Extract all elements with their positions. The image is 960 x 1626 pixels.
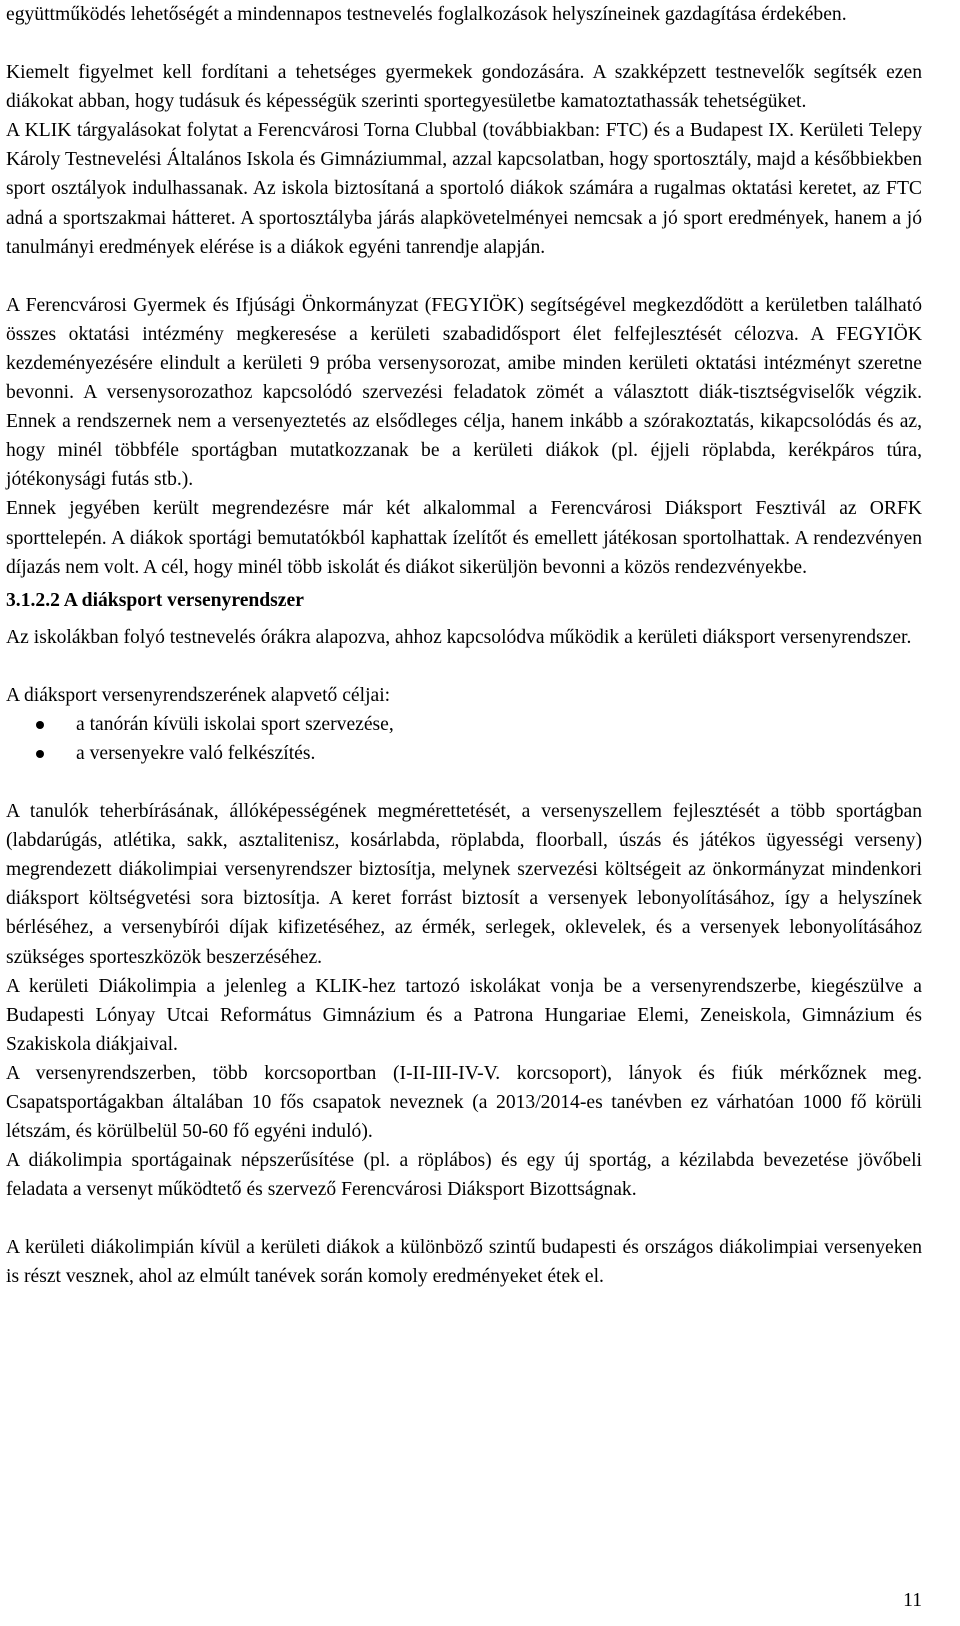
goal-text: a versenyekre való felkészítés. [76,742,316,764]
section-heading: 3.1.2.2 A diáksport versenyrendszer [6,589,304,611]
paragraph-results: A kerületi diákolimpián kívül a kerületi diákok a különböző szintű budapesti és országos diákolimpiai versenyeken is részt vesznek, ahol az elmúlt tanévek során komoly eredményeket étek el. [6,1237,922,1288]
bullet-icon [36,750,44,758]
paragraph-cooperation: együttműködés lehetőségét a mindennapos testnevelés foglalkozások helyszíneinek gazdagítása érdekében. [6,4,847,25]
paragraph-fegyiok: A Ferencvárosi Gyermek és Ifjúsági Önkormányzat (FEGYIÖK) segítségével megkezdődött a kerületben található összes oktatási intézmény megkeresése a kerületi szabadidősport élet felfejlesztését célozva. A FEGYIÖK kezdeményezésére elindult a kerületi 9 próba versenysorozat, amibe minden kerületi oktatási intézményt szeretne bevonni. A versenysorozathoz kapcsolódó szervezési feladatok zömét a választott diák-tisztségviselők végzik. Ennek a rendszernek nem a versenyeztetés az elsődleges célja, hanem inkább a szórakoztatás, kikapcsolódás és az, hogy minél többféle sportágban mutatkozzanak be a kerületi diákok (pl. éjjeli röplabda, kerékpáros túra, jótékonysági futás stb.). [6,294,922,491]
paragraph-klik-ftc: A KLIK tárgyalásokat folytat a Ferencvárosi Torna Clubbal (továbbiakban: FTC) és a Budapest IX. Kerületi Telepy Károly Testnevelési Általános Iskola és Gimnáziummal, azzal kapcsolatban, hogy sportosztály, majd a későbbiekben sport osztályok indulhassanak. Az iskola biztosítaná a sportoló diákok számára a rugalmas oktatási keretet, az FTC adná a sportszakmai hátteret. A sportosztályba járás alapkövetelményei nemcsak a jó sport eredmények, hanem a jó tanulmányi eredmények elérése is a diákok egyéni tanrendje alapján. [6,120,923,258]
goal-text: a tanórán kívüli iskolai sport szervezése, [76,713,394,735]
list-item [6,710,922,739]
paragraph-popularization: A diákolimpia sportágainak népszerűsítése (pl. a röplábos) és egy új sportág, a kézilabda bevezetése jövőbeli feladata a versenyt működtető és szervező Ferencvárosi Diáksport Bizottságnak. [6,1150,922,1201]
goals-list [6,710,922,768]
paragraph-student-endurance: A tanulók teherbírásának, állóképességének megmérettetését, a versenyszellem fejlesztését a több sportágban (labdarúgás, atlétika, sakk, asztalitenisz, kosárlabda, röplabda, floorball, úszás és játékos ügyességi verseny) megrendezett diákolimpiai versenyrendszer biztosítja, melynek szervezési költségeit az önkormányzat mindenkori diáksport költségvetési sora biztosítja. A keret forrást biztosít a versenyek lebonyolításához, így a helyszínek bérléséhez, a versenybírói díjak kifizetéséhez, az érmék, serlegek, oklevelek, és a versenyek lebonyolításához szükséges sporteszközök beszerzéséhez. [6,801,922,968]
paragraph-age-groups: A versenyrendszerben, több korcsoportban (I-II-III-IV-V. korcsoport), lányok és fiúk mérkőznek meg. Csapatsportágakban általában 10 fős csapatok neveznek (a 2013/2014-es tanévben ez várhatóan 1000 fő körüli létszám, és körülbelül 50-60 fő egyéni induló). [6,1062,922,1143]
paragraph-festival: Ennek jegyében került megrendezésre már két alkalommal a Ferencvárosi Diáksport Fesztivál az ORFK sporttelepén. A diákok sportági bemutatókból kaphattak ízelítőt és emellett játékosan sportolhattak. A rendezvényen díjazás nem volt. A cél, hogy minél több iskolát és diákot sikerüljön bevonni a közös rendezvényekbe. [6,498,922,578]
paragraph-district-olympics: A kerületi Diákolimpia a jelenleg a KLIK-hez tartozó iskolákat vonja be a versenyrendszerbe, kiegészülve a Budapesti Lónyay Utcai Református Gimnázium és a Patrona Hungariae Elemi, Zeneiskola, Gimnázium és Szakiskola diákjaival. [6,975,922,1055]
paragraph-goals-intro: A diáksport versenyrendszerének alapvető céljai: [6,684,391,706]
document-page [6,0,922,1292]
paragraph-competition-system: Az iskolákban folyó testnevelés órákra alapozva, ahhoz kapcsolódva működik a kerületi diáksport versenyrendszer. [6,626,912,648]
bullet-icon [36,721,44,729]
list-item [6,739,922,768]
page-number: 11 [903,1590,922,1611]
paragraph-talented-children: Kiemelt figyelmet kell fordítani a tehetséges gyermekek gondozására. A szakképzett testnevelők segítsék ezen diákokat abban, hogy tudásuk és képességük szerinti sportegyesületbe kamatoztathassák tehetségüket. [6,62,922,113]
